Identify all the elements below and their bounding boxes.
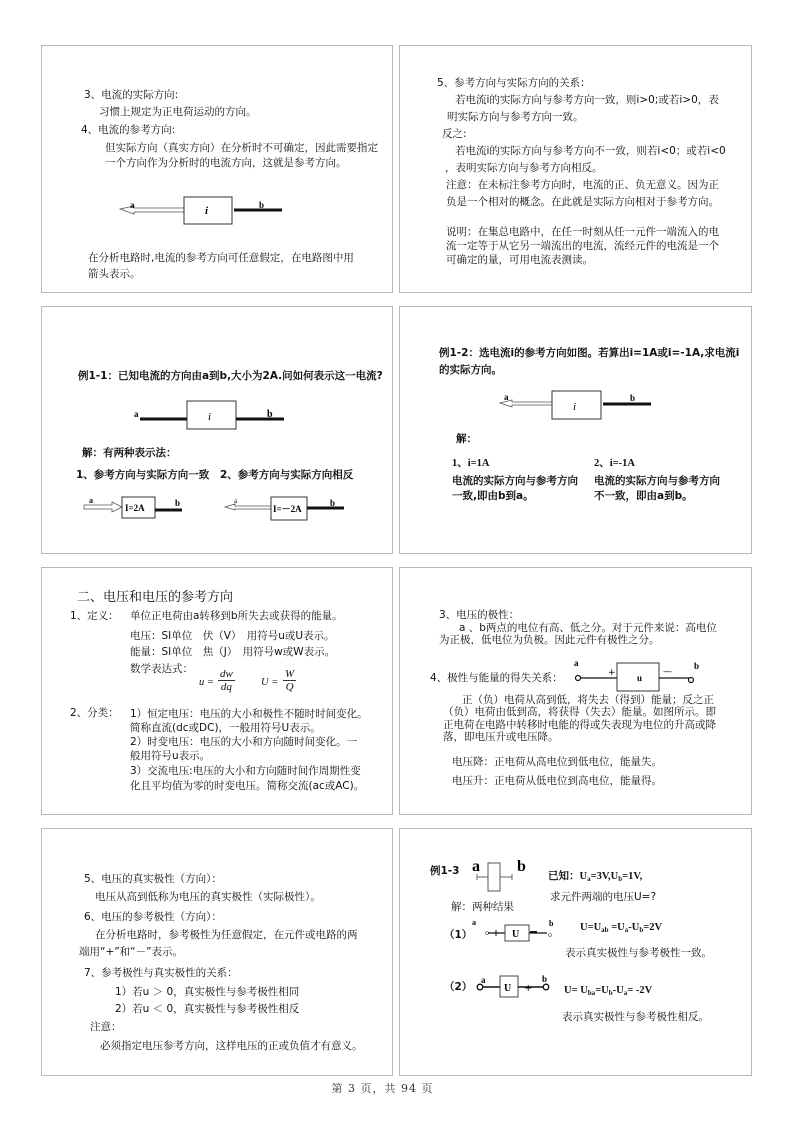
- node-b-label: b: [630, 393, 636, 403]
- example-diagram: [42, 307, 394, 555]
- text-line: 正电荷在电路中转移时电能的得或失表现为电位的升高或降: [443, 719, 716, 731]
- eq-part: -U: [612, 985, 624, 996]
- text-line: 反之:: [442, 128, 467, 140]
- denominator: dq: [220, 681, 232, 693]
- case1-text: 一致,即由b到a。: [452, 490, 534, 502]
- node-b-label: b: [517, 858, 526, 875]
- case-opposite-direction: 2、参考方向与实际方向相反: [220, 469, 354, 481]
- text-line: 习惯上规定为正电荷运动的方向。: [99, 106, 257, 118]
- heading-relation: 7、参考极性与真实极性的关系：: [84, 967, 238, 979]
- eq-part: U= U: [564, 985, 588, 996]
- case2-title: 2、i=-1A: [594, 458, 635, 469]
- denominator: Q: [285, 681, 294, 693]
- case1-title: 1、i=1A: [452, 458, 490, 469]
- terminal-a: [576, 676, 581, 681]
- element-label: i: [208, 411, 212, 423]
- subscript: b: [618, 875, 623, 883]
- text-line: （负）电荷由低到高，将获得（失去）能量。如图所示。即: [443, 706, 716, 718]
- heading-actual-direction: 3、电流的实际方向:: [84, 89, 179, 101]
- energy-unit: 能量：SI单位 焦（J） 用符号w或W表示。: [130, 646, 336, 658]
- node-b-label: b: [549, 919, 554, 928]
- text-line: 可确定的量，可用电流表测读。: [446, 254, 593, 266]
- section-title: 二、电压和电压的参考方向: [77, 590, 234, 605]
- case1-equation: [580, 921, 662, 937]
- eq-part: U=U: [580, 922, 602, 933]
- text-line: 在分析电路时，参考极性为任意假定，在元件或电路的两: [95, 929, 358, 941]
- case2-note: 表示真实极性与参考极性相反。: [562, 1011, 709, 1023]
- text-line: 在分析电路时,电流的参考方向可任意假定，在电路图中用: [88, 252, 354, 264]
- case-same-direction: 1、参考方向与实际方向一致: [76, 469, 210, 481]
- text-line: 注意：在未标注参考方向时，电流的正、负无意义。因为正: [446, 179, 719, 191]
- case2-text: 不一致，即由a到b。: [594, 490, 693, 502]
- slide-voltage-definition: [41, 567, 393, 815]
- node-a-label: a: [472, 918, 476, 927]
- element-box: [552, 391, 601, 419]
- definition-label: 1、定义：: [70, 610, 119, 622]
- element-box: [187, 401, 236, 429]
- formula-fraction: [283, 668, 296, 693]
- node-b-label: b: [330, 498, 336, 508]
- text-line: 为正极，低电位为负极。因此元件有极性之分。: [439, 634, 660, 646]
- heading-polarity: 3、电压的极性：: [439, 609, 520, 621]
- subscript: b: [608, 989, 613, 997]
- node-a-label: a: [472, 858, 480, 875]
- node-b-label: b: [267, 409, 273, 420]
- case1-number: （1）: [444, 929, 473, 941]
- eq-part: -U: [628, 922, 640, 933]
- heading-reference-direction: 4、电流的参考方向:: [81, 124, 176, 136]
- eq-part: =U: [595, 985, 609, 996]
- text-line: 但实际方向（真实方向）在分析时不可确定，因此需要指定: [105, 142, 378, 154]
- heading-relation: 5、参考方向与实际方向的关系：: [437, 77, 591, 89]
- voltage-rise-text: 电压升：正电荷从低电位到高电位，能量得。: [452, 775, 662, 787]
- example-diagram: [400, 307, 753, 555]
- eq-part: = -2V: [627, 985, 653, 996]
- subscript: a: [624, 926, 629, 934]
- given-values: [548, 870, 642, 886]
- question-text: 求元件两端的电压U=?: [550, 891, 657, 903]
- case2-number: （2）: [444, 981, 473, 993]
- given-part: 已知：U: [548, 871, 588, 882]
- slide-example-1-1: [41, 306, 393, 554]
- classification-line: 1）恒定电压：电压的大小和极性不随时时间变化。: [130, 708, 368, 720]
- formula-lhs: U =: [261, 677, 279, 688]
- text-line: 若电流i的实际方向与参考方向不一致，则若i<0；或若i<0: [455, 145, 726, 157]
- node-b-label: b: [175, 498, 181, 508]
- case2-equation: [564, 984, 652, 1000]
- slide-reference-vs-actual: [399, 45, 752, 293]
- subscript: a: [623, 989, 628, 997]
- numerator: W: [285, 668, 295, 680]
- subscript: a: [587, 875, 591, 883]
- classification-label: 2、分类：: [70, 707, 119, 719]
- terminal-b: [689, 678, 694, 683]
- example-question: 例1-1：已知电流的方向由a到b,大小为2A.问如何表示这一电流?: [78, 370, 383, 382]
- element-label: U: [504, 983, 512, 994]
- node-a-label: a: [130, 200, 135, 210]
- node-b-label: b: [542, 974, 548, 984]
- case2-text: 电流的实际方向与参考方向: [594, 475, 720, 487]
- formula-lhs: u =: [199, 677, 214, 688]
- eq-part: =2V: [643, 922, 663, 933]
- node-a-label: a: [504, 392, 509, 402]
- node-a-label: a: [481, 975, 486, 985]
- node-a-label: a: [574, 658, 579, 668]
- element-box: [488, 863, 500, 891]
- slide-voltage-polarity: [399, 567, 752, 815]
- text-line: 电压从高到低称为电压的真实极性（实际极性）。: [95, 891, 321, 903]
- subscript: ab: [601, 926, 609, 934]
- node-a-label: a: [89, 496, 93, 505]
- node-b-label: b: [694, 661, 700, 671]
- note-text: 必须指定电压参考方向，这样电压的正或负值才有意义。: [100, 1040, 363, 1052]
- terminal-a: [477, 984, 483, 990]
- node-b-label: b: [259, 200, 265, 210]
- text-line: 一个方向作为分析时的电流方向，这就是参考方向。: [105, 157, 347, 169]
- classification-line: 般用符号u表示。: [130, 750, 211, 762]
- node-a-label: a: [134, 409, 139, 419]
- classification-line: 2）时变电压：电压的大小和方向随时间变化。一: [130, 736, 358, 748]
- arrow-left-icon: [225, 504, 271, 510]
- definition-text: 单位正电荷由a转移到b所失去或获得的能量。: [130, 610, 343, 622]
- plus-sign: +: [608, 668, 616, 678]
- formula-fraction: [218, 668, 235, 693]
- terminal-b: [549, 934, 552, 937]
- example-title: 例1-3: [430, 865, 460, 877]
- text-line: ，表明实际方向与参考方向相反。: [445, 162, 603, 174]
- plus-sign: +: [524, 983, 533, 994]
- text-line: 流一定等于从它另一端流出的电流，流经元件的电流是一个: [446, 240, 719, 252]
- text-line: 箭头表示。: [88, 268, 141, 280]
- classification-line: 3）交流电压:电压的大小和方向随时间作周期性变: [130, 765, 361, 777]
- voltage-drop-text: 电压降：正电荷从高电位到低电位，能量失。: [452, 756, 662, 768]
- slide-voltage-reference-polarity: [41, 828, 393, 1076]
- slide-current-actual-direction: [41, 45, 393, 293]
- classification-line: 化且平均值为零的时变电压。简称交流(ac或AC)。: [130, 780, 365, 792]
- case1-text: 电流的实际方向与参考方向: [452, 475, 578, 487]
- eq-part: =U: [608, 922, 625, 933]
- text-line: 落，即电压升或电压降。: [443, 731, 559, 743]
- heading-energy-relation: 4、极性与能量的得失关系：: [430, 672, 563, 684]
- minus-sign: —: [663, 667, 672, 677]
- text-line: 负是一个相对的概念。在此就是实际方向相对于参考方向。: [446, 196, 719, 208]
- node-a-label: a: [234, 497, 238, 505]
- classification-line: 简称直流(dc或DC)，一般用符号U表示。: [130, 722, 321, 734]
- element-label: u: [637, 673, 643, 683]
- voltage-unit: 电压：SI单位 伏（V） 用符号u或U表示。: [130, 630, 335, 642]
- subscript: b: [639, 926, 644, 934]
- case1-note: 表示真实极性与参考极性一致。: [565, 947, 712, 959]
- element-label: i: [205, 205, 209, 217]
- heading-true-polarity: 5、电压的真实极性（方向）：: [84, 873, 222, 885]
- note-label: 注意：: [90, 1021, 122, 1033]
- element-value-label: I=2A: [125, 503, 145, 513]
- heading-reference-polarity: 6、电压的参考极性（方向）：: [84, 911, 222, 923]
- solution-label: 解：: [456, 433, 477, 445]
- element-label: U: [512, 929, 520, 940]
- subscript: ba: [587, 989, 596, 997]
- text-line: 正（负）电荷从高到低，将失去（得到）能量；反之正: [462, 694, 714, 706]
- given-part: =1V,: [622, 871, 643, 882]
- slide-example-1-3: [399, 828, 752, 1076]
- text-line: 端用“+”和“－”表示。: [79, 946, 184, 958]
- math-expression-label: 数学表达式：: [130, 663, 193, 675]
- solution-label: 解：两种结果: [451, 901, 514, 913]
- terminal-b: [543, 984, 549, 990]
- rule-negative: 2）若u ＜ 0，真实极性与参考极性相反: [115, 1003, 300, 1015]
- text-line: 若电流i的实际方向与参考方向一致，则i>0;或若i>0，表: [455, 94, 719, 106]
- example-question: 的实际方向。: [439, 364, 502, 376]
- text-line: 明实际方向与参考方向一致。: [447, 111, 584, 123]
- rule-positive: 1）若u ＞ 0，真实极性与参考极性相同: [115, 986, 300, 998]
- example-question: 例1-2：选电流i的参考方向如图。若算出i=1A或i=-1A,求电流i: [439, 347, 740, 359]
- numerator: dw: [220, 668, 233, 680]
- element-label: i: [573, 401, 577, 413]
- element-value-label: I=－2A: [273, 504, 302, 514]
- slide-example-1-2: [399, 306, 752, 554]
- solution-label: 解：有两种表示法：: [82, 447, 177, 459]
- text-line: a 、b两点的电位有高、低之分。对于元件来说：高电位: [459, 622, 717, 634]
- given-part: =3V,U: [590, 871, 619, 882]
- page-footer: 第 3 页，共 94 页: [331, 1082, 434, 1095]
- text-line: 说明：在集总电路中，在任一时刻从任一元件一端流入的电: [446, 226, 719, 238]
